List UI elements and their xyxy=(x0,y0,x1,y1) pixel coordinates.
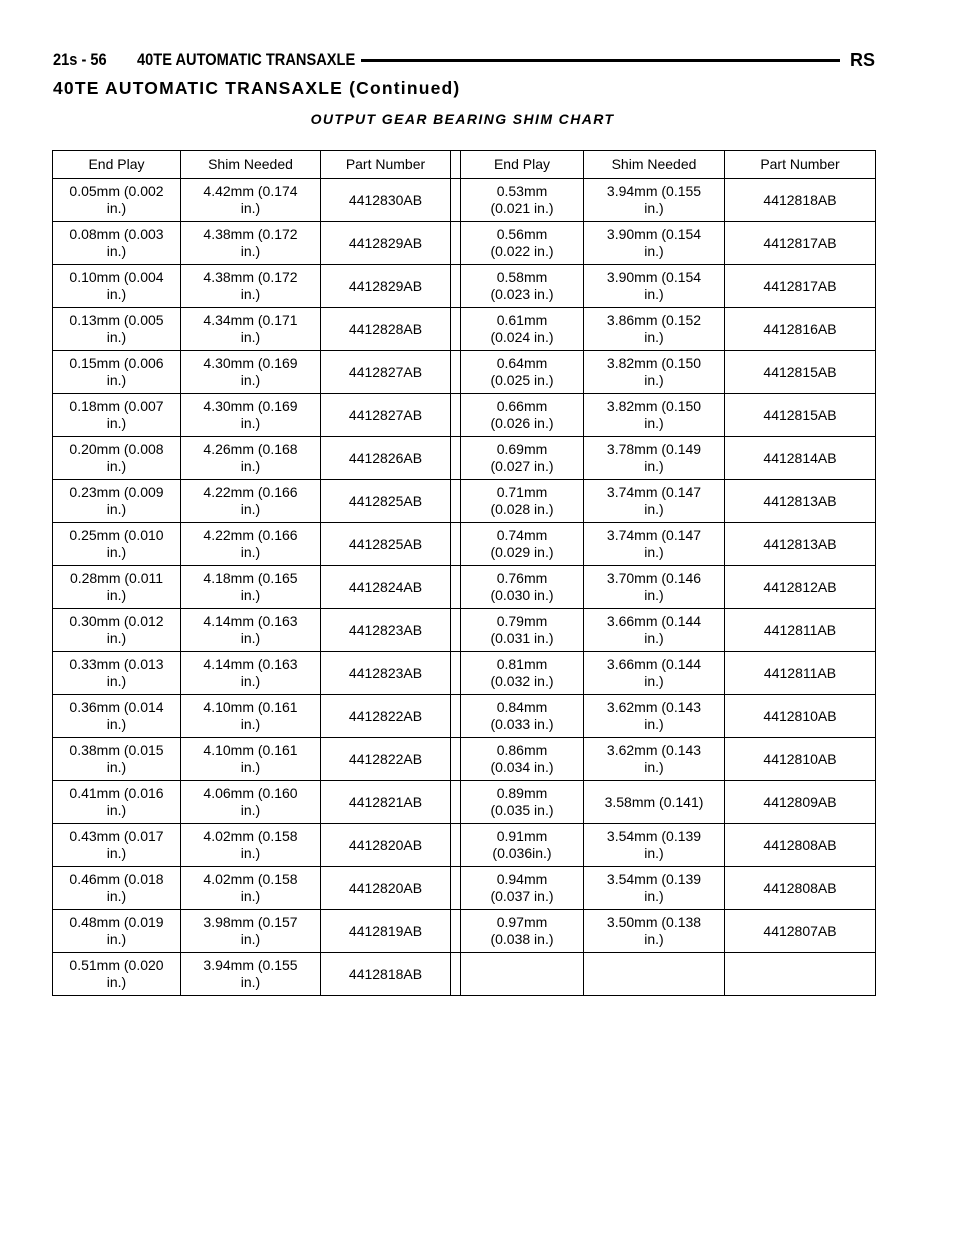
cell-text: 3.66mm (0.144 in.) xyxy=(606,656,702,689)
table-cell xyxy=(181,781,321,824)
continued-heading: 40TE AUTOMATIC TRANSAXLE (Continued) xyxy=(53,78,461,98)
table-row xyxy=(53,480,876,523)
table-cell xyxy=(53,738,181,781)
table-cell xyxy=(53,394,181,437)
table-cell xyxy=(181,824,321,867)
table-cell xyxy=(53,695,181,738)
table-cell xyxy=(584,480,725,523)
column-divider xyxy=(451,308,461,351)
cell-text: 3.54mm (0.139 in.) xyxy=(606,828,702,861)
column-header: Shim Needed xyxy=(181,151,321,179)
section-title: 40TE AUTOMATIC TRANSAXLE xyxy=(137,50,356,69)
cell-text: 0.48mm (0.019 in.) xyxy=(69,914,164,947)
table-cell xyxy=(321,867,451,910)
table-cell xyxy=(181,351,321,394)
table-cell xyxy=(725,867,876,910)
table-row xyxy=(53,265,876,308)
table-cell xyxy=(584,695,725,738)
cell-text: 4.42mm (0.174 in.) xyxy=(203,183,298,216)
table-cell xyxy=(181,652,321,695)
cell-text: 0.58mm (0.023 in.) xyxy=(490,269,554,302)
table-cell xyxy=(53,953,181,996)
cell-text: 4412807AB xyxy=(763,922,837,939)
table-cell xyxy=(321,738,451,781)
table-cell xyxy=(321,523,451,566)
cell-text: 0.41mm (0.016 in.) xyxy=(69,785,164,818)
table-cell xyxy=(53,265,181,308)
table-row xyxy=(53,695,876,738)
column-divider xyxy=(451,609,461,652)
cell-text: 0.84mm (0.033 in.) xyxy=(490,699,554,732)
cell-text: 0.94mm (0.037 in.) xyxy=(490,871,554,904)
table-cell xyxy=(725,609,876,652)
cell-text: 4412816AB xyxy=(763,320,837,337)
column-divider xyxy=(451,179,461,222)
page-header xyxy=(53,47,875,73)
cell-text: 4412829AB xyxy=(348,277,423,294)
cell-text: 4412817AB xyxy=(763,277,837,294)
table-cell xyxy=(584,609,725,652)
cell-text: 4412827AB xyxy=(348,406,423,423)
cell-text: 0.66mm (0.026 in.) xyxy=(490,398,554,431)
cell-text: 0.36mm (0.014 in.) xyxy=(69,699,164,732)
cell-text: 4412830AB xyxy=(348,191,423,208)
cell-text: 4412821AB xyxy=(348,793,423,810)
cell-text: 4412814AB xyxy=(763,449,837,466)
cell-text: 0.28mm (0.011 in.) xyxy=(69,570,164,603)
table-cell xyxy=(725,351,876,394)
cell-text: 0.25mm (0.010 in.) xyxy=(69,527,164,560)
cell-text: 0.33mm (0.013 in.) xyxy=(69,656,164,689)
cell-text: 3.90mm (0.154 in.) xyxy=(606,269,702,302)
cell-text: 4412827AB xyxy=(348,363,423,380)
cell-text: 3.94mm (0.155 in.) xyxy=(203,957,298,990)
table-row xyxy=(53,351,876,394)
cell-text: 4412820AB xyxy=(348,879,423,896)
table-cell xyxy=(181,566,321,609)
table-cell xyxy=(725,480,876,523)
table-cell xyxy=(461,351,584,394)
cell-text: 4412810AB xyxy=(763,707,837,724)
cell-text: 3.58mm (0.141) xyxy=(604,793,704,810)
cell-text: 3.62mm (0.143 in.) xyxy=(606,699,702,732)
table-cell xyxy=(461,566,584,609)
cell-text: 3.54mm (0.139 in.) xyxy=(606,871,702,904)
table-row xyxy=(53,394,876,437)
table-cell xyxy=(53,609,181,652)
column-divider xyxy=(451,652,461,695)
cell-text: 4.34mm (0.171 in.) xyxy=(203,312,298,345)
cell-text: 3.62mm (0.143 in.) xyxy=(606,742,702,775)
cell-text: 4412822AB xyxy=(348,750,423,767)
shim-chart-table xyxy=(52,150,876,996)
cell-text: 0.13mm (0.005 in.) xyxy=(69,312,164,345)
table-cell xyxy=(461,523,584,566)
table-cell xyxy=(725,910,876,953)
cell-text: 0.43mm (0.017 in.) xyxy=(69,828,164,861)
cell-text: 4.06mm (0.160 in.) xyxy=(203,785,298,818)
cell-text: 4.02mm (0.158 in.) xyxy=(203,828,298,861)
table-cell xyxy=(181,910,321,953)
column-divider xyxy=(451,953,461,996)
table-cell xyxy=(53,867,181,910)
table-cell xyxy=(584,910,725,953)
cell-text: 3.98mm (0.157 in.) xyxy=(203,914,298,947)
cell-text: 4412825AB xyxy=(348,535,423,552)
cell-text: 0.86mm (0.034 in.) xyxy=(490,742,554,775)
cell-text: 0.79mm (0.031 in.) xyxy=(490,613,554,646)
table-cell xyxy=(321,953,451,996)
table-row xyxy=(53,867,876,910)
page-number: 21s - 56 xyxy=(53,50,107,69)
table-cell xyxy=(725,824,876,867)
column-divider xyxy=(451,222,461,265)
table-cell xyxy=(53,179,181,222)
table-cell xyxy=(461,824,584,867)
cell-text: 0.61mm (0.024 in.) xyxy=(490,312,554,345)
cell-text: 4412815AB xyxy=(763,406,837,423)
table-row xyxy=(53,652,876,695)
table-cell xyxy=(321,609,451,652)
cell-text: 0.10mm (0.004 in.) xyxy=(69,269,164,302)
table-cell xyxy=(584,394,725,437)
cell-text: 0.81mm (0.032 in.) xyxy=(490,656,554,689)
table-cell xyxy=(584,222,725,265)
table-cell xyxy=(181,179,321,222)
cell-text: 4.22mm (0.166 in.) xyxy=(203,484,298,517)
cell-text: 4412823AB xyxy=(348,621,423,638)
cell-text: 4412811AB xyxy=(763,664,837,681)
table-cell xyxy=(461,265,584,308)
cell-text: 4.10mm (0.161 in.) xyxy=(203,742,298,775)
table-cell xyxy=(584,953,725,996)
cell-text: 4412808AB xyxy=(763,879,837,896)
column-divider xyxy=(451,437,461,480)
model-code: RS xyxy=(849,49,875,70)
table-row xyxy=(53,179,876,222)
cell-text: 0.91mm (0.036in.) xyxy=(492,828,552,861)
cell-text: 4412810AB xyxy=(763,750,837,767)
column-header: Shim Needed xyxy=(584,151,725,179)
table-cell xyxy=(181,695,321,738)
table-cell xyxy=(53,910,181,953)
table-cell xyxy=(321,437,451,480)
column-header: Part Number xyxy=(321,151,451,179)
column-divider xyxy=(451,910,461,953)
cell-text: 0.15mm (0.006 in.) xyxy=(69,355,164,388)
cell-text: 4412813AB xyxy=(763,492,837,509)
cell-text: 4.14mm (0.163 in.) xyxy=(203,613,298,646)
table-cell xyxy=(584,781,725,824)
table-cell xyxy=(725,566,876,609)
table-cell xyxy=(584,351,725,394)
cell-text: 0.08mm (0.003 in.) xyxy=(69,226,164,259)
table-cell xyxy=(181,480,321,523)
cell-text: 4412817AB xyxy=(763,234,837,251)
table-cell xyxy=(181,308,321,351)
column-divider xyxy=(451,781,461,824)
table-cell xyxy=(461,222,584,265)
table-body xyxy=(53,179,876,996)
cell-text: 4412811AB xyxy=(763,621,837,638)
cell-text: 4.30mm (0.169 in.) xyxy=(203,398,298,431)
cell-text: 0.64mm (0.025 in.) xyxy=(490,355,554,388)
table-cell xyxy=(584,738,725,781)
table-cell xyxy=(321,351,451,394)
table-cell xyxy=(321,910,451,953)
cell-text: 3.74mm (0.147 in.) xyxy=(606,484,702,517)
cell-text: 4412820AB xyxy=(348,836,423,853)
table-cell xyxy=(53,222,181,265)
column-divider xyxy=(451,151,461,179)
cell-text: 3.82mm (0.150 in.) xyxy=(606,355,702,388)
cell-text: 0.51mm (0.020 in.) xyxy=(69,957,164,990)
header-rule xyxy=(361,59,840,62)
column-header: End Play xyxy=(461,151,584,179)
chart-title: OUTPUT GEAR BEARING SHIM CHART xyxy=(310,111,615,127)
table-cell xyxy=(181,222,321,265)
table-cell xyxy=(53,781,181,824)
cell-text: 4.18mm (0.165 in.) xyxy=(203,570,298,603)
cell-text: 0.05mm (0.002 in.) xyxy=(69,183,164,216)
table-cell xyxy=(725,308,876,351)
cell-text: 3.94mm (0.155 in.) xyxy=(606,183,702,216)
table-cell xyxy=(53,523,181,566)
table-cell xyxy=(321,566,451,609)
table-row xyxy=(53,437,876,480)
table-cell xyxy=(461,179,584,222)
cell-text: 0.97mm (0.038 in.) xyxy=(490,914,554,947)
table-row xyxy=(53,824,876,867)
cell-text: 3.70mm (0.146 in.) xyxy=(606,570,702,603)
table-cell xyxy=(53,566,181,609)
cell-text: 0.23mm (0.009 in.) xyxy=(69,484,164,517)
table-cell xyxy=(321,781,451,824)
cell-text: 4412828AB xyxy=(348,320,423,337)
table-cell xyxy=(725,437,876,480)
cell-text: 4412819AB xyxy=(348,922,423,939)
table-row xyxy=(53,609,876,652)
table-row xyxy=(53,523,876,566)
table-cell xyxy=(321,480,451,523)
table-cell xyxy=(584,652,725,695)
cell-text: 3.74mm (0.147 in.) xyxy=(606,527,702,560)
cell-text: 4412812AB xyxy=(763,578,837,595)
table-cell xyxy=(53,308,181,351)
table-cell xyxy=(53,351,181,394)
cell-text: 4412823AB xyxy=(348,664,423,681)
cell-text: 3.82mm (0.150 in.) xyxy=(606,398,702,431)
table-cell xyxy=(321,308,451,351)
cell-text: 3.86mm (0.152 in.) xyxy=(606,312,702,345)
table-cell xyxy=(461,910,584,953)
column-divider xyxy=(451,265,461,308)
cell-text: 4.22mm (0.166 in.) xyxy=(203,527,298,560)
table-cell xyxy=(53,480,181,523)
cell-text: 3.50mm (0.138 in.) xyxy=(606,914,702,947)
table-cell xyxy=(725,523,876,566)
table-cell xyxy=(725,179,876,222)
table-row xyxy=(53,308,876,351)
table-cell xyxy=(321,394,451,437)
table-cell xyxy=(53,824,181,867)
table-row xyxy=(53,738,876,781)
table-cell xyxy=(725,738,876,781)
table-cell xyxy=(584,179,725,222)
cell-text: 3.78mm (0.149 in.) xyxy=(606,441,702,474)
cell-text: 4412829AB xyxy=(348,234,423,251)
cell-text: 4412826AB xyxy=(348,449,423,466)
cell-text: 0.30mm (0.012 in.) xyxy=(69,613,164,646)
cell-text: 3.66mm (0.144 in.) xyxy=(606,613,702,646)
table-cell xyxy=(725,695,876,738)
cell-text: 4.38mm (0.172 in.) xyxy=(203,226,298,259)
cell-text: 0.46mm (0.018 in.) xyxy=(69,871,164,904)
cell-text: 4412818AB xyxy=(763,191,837,208)
table-cell xyxy=(584,265,725,308)
cell-text: 4412808AB xyxy=(763,836,837,853)
column-divider xyxy=(451,480,461,523)
column-divider xyxy=(451,695,461,738)
cell-text: 4.30mm (0.169 in.) xyxy=(203,355,298,388)
cell-text: 4412825AB xyxy=(348,492,423,509)
table-cell xyxy=(584,867,725,910)
table-cell xyxy=(725,652,876,695)
cell-text: 4412824AB xyxy=(348,578,423,595)
table-cell xyxy=(461,652,584,695)
table-cell xyxy=(53,437,181,480)
column-divider xyxy=(451,394,461,437)
table-cell xyxy=(321,824,451,867)
table-row xyxy=(53,953,876,996)
table-cell xyxy=(181,523,321,566)
cell-text: 4.14mm (0.163 in.) xyxy=(203,656,298,689)
table-cell xyxy=(181,953,321,996)
table-cell xyxy=(321,179,451,222)
table-cell xyxy=(461,738,584,781)
column-divider xyxy=(451,351,461,394)
column-divider xyxy=(451,566,461,609)
table-cell xyxy=(53,652,181,695)
table-header-row xyxy=(53,151,876,179)
table-cell xyxy=(181,394,321,437)
cell-text: 0.89mm (0.035 in.) xyxy=(490,785,554,818)
table-cell xyxy=(584,566,725,609)
cell-text: 4.38mm (0.172 in.) xyxy=(203,269,298,302)
cell-text: 4412818AB xyxy=(348,965,423,982)
cell-text: 3.90mm (0.154 in.) xyxy=(606,226,702,259)
table-cell xyxy=(461,867,584,910)
table-cell xyxy=(461,308,584,351)
column-header: Part Number xyxy=(725,151,876,179)
table-cell xyxy=(461,480,584,523)
table-row xyxy=(53,222,876,265)
cell-text: 4412813AB xyxy=(763,535,837,552)
table-cell xyxy=(461,781,584,824)
table-cell xyxy=(725,781,876,824)
cell-text: 4.10mm (0.161 in.) xyxy=(203,699,298,732)
table-row xyxy=(53,781,876,824)
table-cell xyxy=(584,308,725,351)
table-cell xyxy=(725,222,876,265)
column-divider xyxy=(451,523,461,566)
table-cell xyxy=(461,953,584,996)
column-divider xyxy=(451,738,461,781)
table-cell xyxy=(461,609,584,652)
table-cell xyxy=(584,437,725,480)
cell-text: 4.26mm (0.168 in.) xyxy=(203,441,298,474)
table-cell xyxy=(584,824,725,867)
column-divider xyxy=(451,867,461,910)
table-cell xyxy=(181,265,321,308)
table-cell xyxy=(461,394,584,437)
table-cell xyxy=(181,609,321,652)
cell-text: 4.02mm (0.158 in.) xyxy=(203,871,298,904)
table-cell xyxy=(181,738,321,781)
table-cell xyxy=(321,695,451,738)
column-divider xyxy=(451,824,461,867)
cell-text: 0.53mm (0.021 in.) xyxy=(490,183,554,216)
table-cell xyxy=(321,652,451,695)
cell-text: 0.56mm (0.022 in.) xyxy=(490,226,554,259)
cell-text: 0.71mm (0.028 in.) xyxy=(490,484,554,517)
table-cell xyxy=(321,265,451,308)
table-cell xyxy=(181,867,321,910)
cell-text: 0.18mm (0.007 in.) xyxy=(69,398,164,431)
table-row xyxy=(53,910,876,953)
column-header: End Play xyxy=(53,151,181,179)
cell-text: 4412815AB xyxy=(763,363,837,380)
table-row xyxy=(53,566,876,609)
table-cell xyxy=(725,265,876,308)
cell-text: 0.38mm (0.015 in.) xyxy=(69,742,164,775)
cell-text: 4412822AB xyxy=(348,707,423,724)
table-cell xyxy=(461,437,584,480)
cell-text: 0.74mm (0.029 in.) xyxy=(490,527,554,560)
cell-text: 4412809AB xyxy=(763,793,837,810)
table-cell xyxy=(461,695,584,738)
table-cell xyxy=(725,953,876,996)
cell-text: 0.69mm (0.027 in.) xyxy=(490,441,554,474)
cell-text: 0.20mm (0.008 in.) xyxy=(69,441,164,474)
table-cell xyxy=(725,394,876,437)
cell-text: 0.76mm (0.030 in.) xyxy=(490,570,554,603)
table-cell xyxy=(321,222,451,265)
table-cell xyxy=(181,437,321,480)
table-cell xyxy=(584,523,725,566)
